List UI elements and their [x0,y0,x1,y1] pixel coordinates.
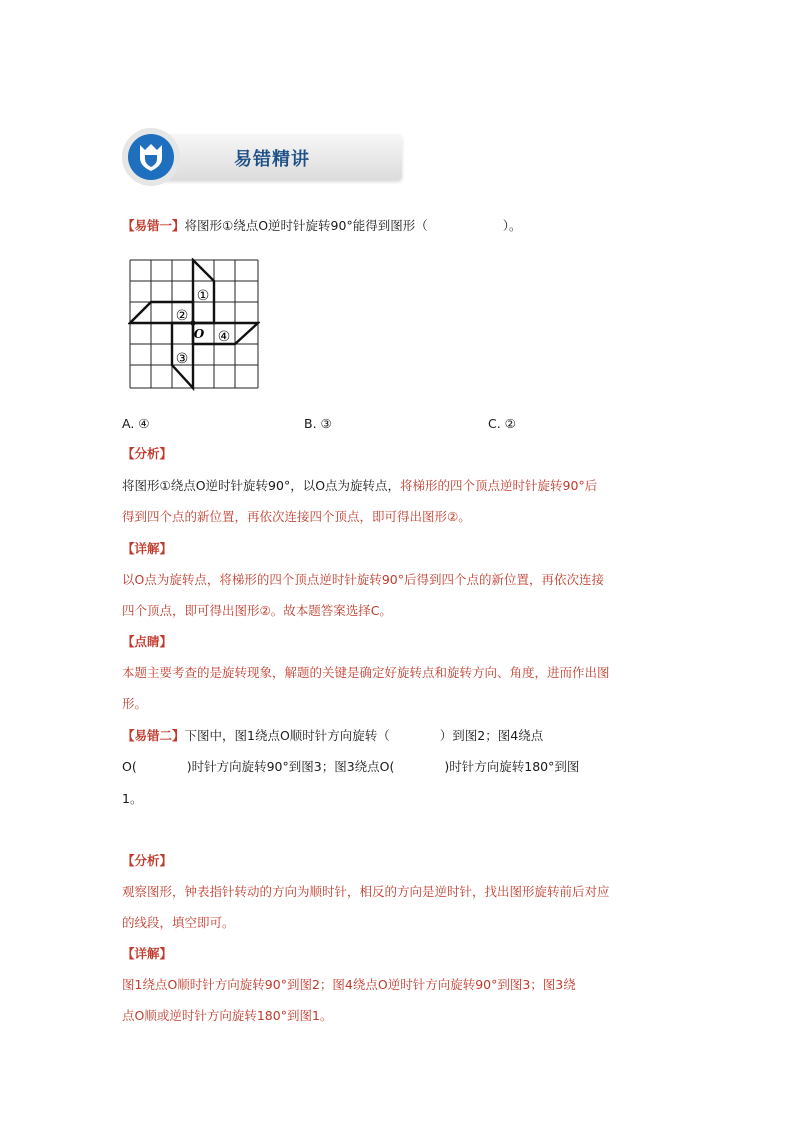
q1-analysis-line1-black: 将图形①绕点O逆时针旋转90°，以O点为旋转点， [122,478,401,493]
q1-detail-label: 【详解】 [122,541,173,556]
q1-point-line1: 本题主要考查的是旋转现象，解题的关键是确定好旋转点和旋转方向、角度，进而作出图 [122,665,610,680]
shield-icon [137,142,165,172]
label-shape-4: ④ [217,329,231,345]
rotation-figure [128,258,260,392]
q2-analysis-label: 【分析】 [122,853,173,868]
q1-stem-text: 将图形①绕点O逆时针旋转90°能得到图形（ ）。 [184,218,522,233]
q2-detail-line1: 图1绕点O顺时针方向旋转90°到图2；图4绕点O逆时针方向旋转90°到图3；图3绕 [122,977,576,992]
q2-analysis-line2: 的线段，填空即可。 [122,915,235,930]
label-shape-2: ② [175,308,189,324]
q2-detail-label: 【详解】 [122,946,173,961]
banner-title: 易错精讲 [234,149,310,170]
label-shape-1: ① [196,288,210,304]
q1-detail-line2: 四个顶点，即可得出图形②。故本题答案选择C。 [122,603,392,618]
option-c: C. ② [488,416,516,431]
q1-stem [122,218,521,234]
q1-analysis-label: 【分析】 [122,446,173,461]
q2-line1 [122,728,543,744]
center-point-o [190,320,195,325]
q2-tag: 【易错二】 [122,728,185,743]
q2-line2: O( )时针方向旋转90°到图3；图3绕点O( )时针方向旋转180°到图 [122,759,580,774]
option-b: B. ③ [304,416,332,431]
label-shape-3: ③ [175,351,189,367]
banner-badge [122,128,180,186]
q1-tag: 【易错一】 [122,218,185,233]
q1-analysis-line1-red: 将梯形的四个顶点逆时针旋转90°后 [400,478,598,493]
q2-detail-line2: 点O顺或逆时针方向旋转180°到图1。 [122,1008,333,1023]
q1-detail-line1: 以O点为旋转点，将梯形的四个顶点逆时针旋转90°后得到四个点的新位置，再依次连接 [122,572,604,587]
option-a: A. ④ [122,416,150,431]
q2-line1-text: 下图中，图1绕点O顺时针方向旋转（ ）到图2；图4绕点 [184,728,544,743]
q1-analysis-line1 [122,478,597,494]
q1-point-label: 【点睛】 [122,634,173,649]
q1-analysis-line2: 得到四个点的新位置，再依次连接四个顶点，即可得出图形②。 [122,509,471,524]
q2-line3: 1。 [122,791,143,806]
q2-analysis-line1: 观察图形，钟表指针转动的方向为顺时针，相反的方向是逆时针，找出图形旋转前后对应 [122,884,610,899]
q1-point-line2: 形。 [122,696,148,711]
label-point-o: O [193,327,205,341]
section-banner [122,128,404,188]
